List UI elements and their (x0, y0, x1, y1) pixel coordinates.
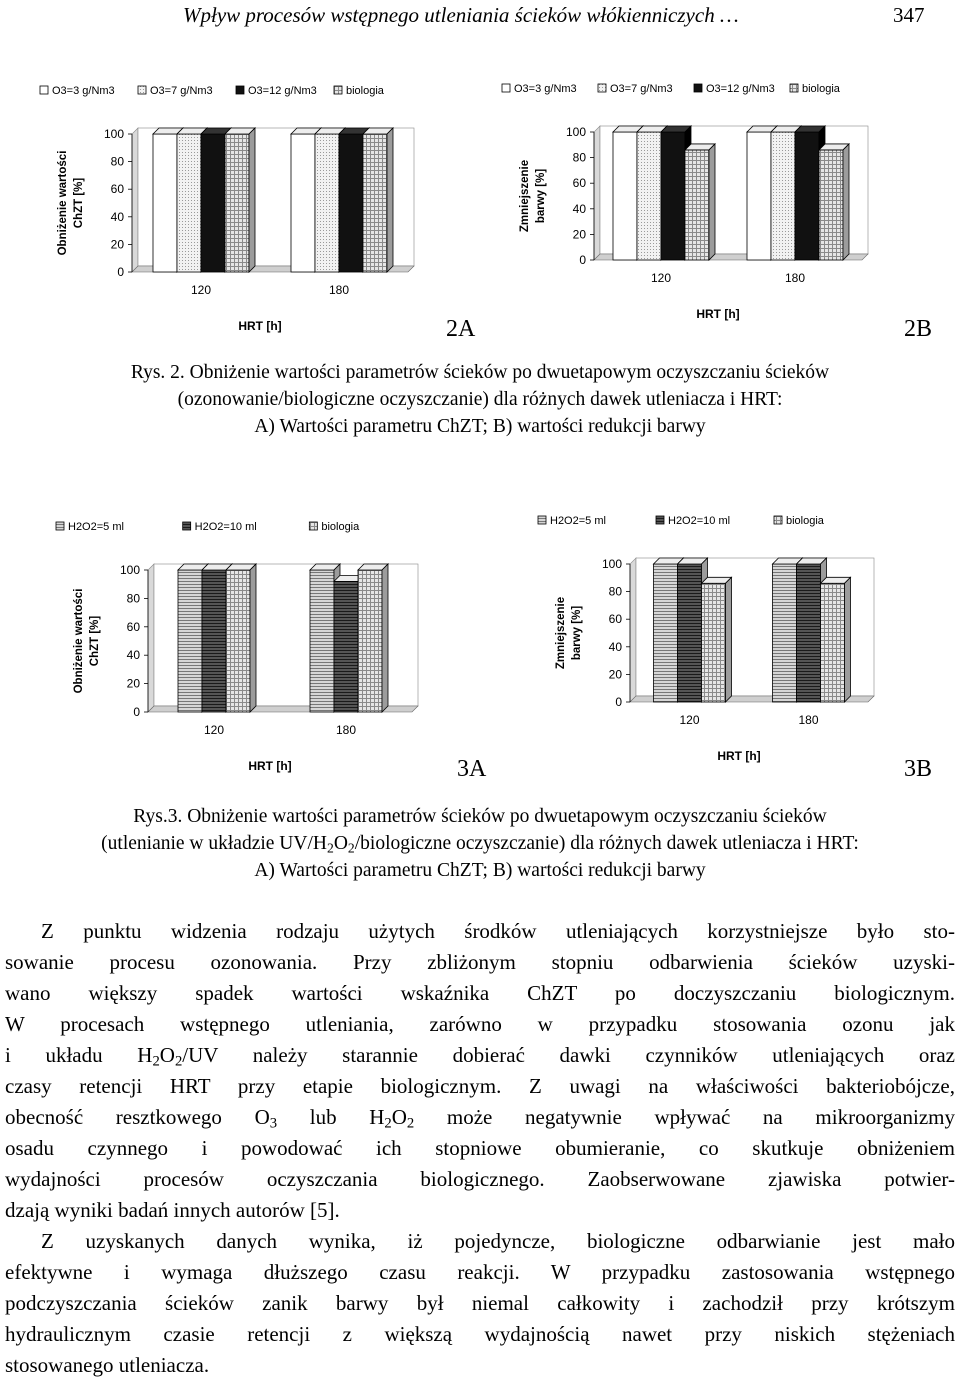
paragraph-line: obecność resztkowego $O_3$ lub $H_2O_2$ może negatywnie wpływać na mikroorganizmy (5, 1105, 955, 1132)
chart-3a-svg (38, 506, 458, 782)
bar-side (845, 577, 851, 702)
y-tick-label: 40 (572, 201, 586, 216)
legend-label: O3=7 g/Nm3 (150, 85, 213, 97)
paragraph-line: i układu $H_2O_2/UV$ należy starannie dobierać dawki czynników utleniających oraz (5, 1043, 955, 1070)
legend-swatch (694, 84, 702, 92)
legend-swatch (236, 86, 244, 94)
bar (654, 564, 678, 702)
x-tick-label: 120 (190, 283, 212, 297)
paragraph-line: Z uzyskanych danych wynika, iż pojedyncze, biologiczne odbarwianie jest mało (41, 1229, 955, 1253)
y-axis-label-line: ChZT [%] (73, 177, 85, 229)
bar (637, 132, 661, 260)
side-wall (594, 126, 600, 260)
bar (358, 570, 382, 712)
chart-2a (22, 70, 454, 342)
y-tick-label: 100 (565, 125, 586, 139)
chart-legend (538, 515, 825, 527)
page-number: 347 (893, 3, 925, 27)
y-axis-label-line: Obniżenie wartości (57, 150, 69, 256)
bar (797, 564, 821, 702)
bar (201, 134, 225, 272)
caption-line: Rys. 2. Obniżenie wartości parametrów ścieków po dwuetapowym oczyszczaniu ścieków (130, 362, 830, 383)
y-tick-label: 60 (572, 176, 586, 191)
side-wall (630, 558, 636, 702)
caption-line: A) Wartości parametru ChZT; B) wartości redukcji barwy (254, 860, 706, 881)
legend-label: biologia (321, 521, 360, 533)
caption-line: Rys.3. Obniżenie wartości parametrów ścieków po dwuetapowym oczyszczaniu ścieków (133, 806, 827, 827)
legend-swatch (656, 516, 664, 524)
y-tick-label: 40 (110, 209, 124, 224)
side-wall (132, 128, 138, 272)
bar-side (709, 144, 715, 260)
legend-swatch (309, 522, 317, 530)
caption-line: (ozonowanie/biologiczne oczyszczanie) dla różnych dawek utleniacza i HRT: (177, 389, 783, 410)
bar (202, 570, 226, 712)
y-tick-label: 80 (126, 591, 140, 606)
paragraph-line: stosowanego utleniacza. (5, 1353, 210, 1377)
y-tick-label: 0 (615, 695, 622, 709)
chart-legend (40, 85, 385, 97)
paragraph-line: wano większy spadek wartości wskaźnika ChZT po doczyszczaniu biologicznym. (5, 981, 955, 1005)
panel-tag-2b: 2B (904, 316, 933, 342)
legend-swatch (598, 84, 606, 92)
bar-side (249, 128, 255, 272)
legend-label: H2O2=10 ml (194, 521, 257, 533)
y-tick-label: 80 (608, 584, 622, 599)
y-tick-label: 60 (110, 182, 124, 197)
legend-label: H2O2=10 ml (668, 515, 731, 527)
legend-swatch (334, 86, 342, 94)
chart-2b (484, 68, 908, 330)
legend-label: biologia (802, 83, 840, 95)
chart-2b-svg (484, 68, 908, 330)
bar (315, 134, 339, 272)
y-tick-label: 20 (110, 237, 124, 252)
x-tick-label: 180 (328, 283, 350, 297)
bar (773, 564, 797, 702)
y-axis-label-line: barwy [%] (535, 168, 547, 224)
y-axis-label (519, 160, 547, 232)
legend-swatch (502, 84, 510, 92)
legend-swatch (56, 522, 64, 530)
x-tick-label: 120 (650, 271, 672, 285)
y-axis-label (73, 589, 101, 694)
bar-side (250, 564, 256, 712)
panel-tag-3a: 3A (457, 756, 487, 782)
chart-legend (56, 521, 360, 533)
bar (291, 134, 315, 272)
running-title: Wpływ procesów wstępnego utleniania ścieków włókienniczych … (183, 3, 739, 27)
paragraph-line: podczyszczania ścieków zanik barwy był niemal całkowity i zachodził przy krótszym (5, 1291, 955, 1315)
y-axis-label (57, 151, 85, 256)
bar-side (387, 128, 393, 272)
paragraph-line: wydajności procesów oczyszczania biologicznego. Zaobserwowane zjawiska potwier- (5, 1167, 955, 1191)
paragraph-line: W procesach wstępnego utleniania, zarówno w przypadku stosowania ozonu jak (5, 1012, 955, 1036)
figure-2-caption (0, 359, 960, 440)
bar (771, 132, 795, 260)
paragraph-line: sowanie procesu ozonowania. Przy zbliżonym stopniu odbarwienia ścieków uzyski- (5, 950, 955, 974)
y-tick-label: 100 (119, 563, 140, 577)
legend-label: O3=3 g/Nm3 (514, 83, 577, 95)
bar (226, 570, 250, 712)
legend-swatch (138, 86, 146, 94)
x-tick-label: 120 (203, 723, 225, 737)
bar (339, 134, 363, 272)
x-tick-label: 180 (798, 713, 819, 727)
y-axis-label-line: Obniżenie wartości (73, 588, 85, 694)
bar (334, 581, 358, 712)
y-tick-label: 40 (608, 639, 622, 654)
y-axis-label-line: ChZT [%] (89, 615, 101, 667)
chart-3b-svg (520, 500, 914, 772)
chart-2a-svg (22, 70, 454, 342)
bar (178, 570, 202, 712)
legend-label: O3=3 g/Nm3 (52, 85, 115, 97)
y-tick-label: 100 (601, 557, 622, 571)
y-axis-label-line: Zmniejszenie (555, 596, 567, 670)
panel-tag-2a: 2A (446, 316, 476, 342)
figure-3-caption (0, 803, 960, 884)
caption-line: (utlenianie w układzie $UV/H_2O_2$/biologiczne oczyszczanie) dla różnych dawek utleniacza i HRT: (101, 833, 859, 856)
legend-swatch (774, 516, 782, 524)
y-tick-label: 20 (608, 667, 622, 682)
y-axis-label-line: barwy [%] (571, 605, 583, 661)
paragraph-line: dzają wyniki badań innych autorów [5]. (5, 1198, 340, 1222)
y-tick-label: 80 (110, 154, 124, 169)
bar (225, 134, 249, 272)
bar (685, 150, 709, 260)
chart-legend (502, 83, 841, 95)
bar (661, 132, 685, 260)
paragraph-line: efektywne i wymaga dłuższego czasu reakcji. W przypadku zastosowania wstępnego (5, 1260, 955, 1284)
y-tick-label: 20 (572, 227, 586, 242)
side-wall (148, 564, 154, 712)
x-axis-label: HRT [h] (248, 759, 292, 773)
bar (363, 134, 387, 272)
chart-3b (520, 500, 914, 772)
bar (819, 150, 843, 260)
panel-tag-3b: 3B (904, 756, 933, 782)
bar-side (382, 564, 388, 712)
x-tick-label: 180 (784, 271, 806, 285)
legend-label: O3=7 g/Nm3 (610, 83, 673, 95)
legend-swatch (183, 522, 191, 530)
bar (153, 134, 177, 272)
y-axis-label (555, 597, 583, 669)
y-tick-label: 20 (126, 676, 140, 691)
bar (613, 132, 637, 260)
y-tick-label: 100 (103, 127, 124, 141)
x-axis-label: HRT [h] (238, 319, 282, 333)
paragraph-line: Z punktu widzenia rodzaju użytych środków utleniających korzystniejsze było sto- (41, 919, 955, 943)
bar (177, 134, 201, 272)
paragraph-line: czasy retencji HRT przy etapie biologicznym. Z uwagi na właściwości bakteriobójcze, (5, 1074, 955, 1098)
bar (702, 583, 726, 702)
bar (310, 570, 334, 712)
legend-label: O3=12 g/Nm3 (706, 83, 775, 95)
y-tick-label: 0 (579, 253, 586, 267)
legend-swatch (538, 516, 546, 524)
legend-swatch (790, 84, 798, 92)
legend-label: biologia (786, 515, 824, 527)
y-tick-label: 0 (117, 265, 124, 279)
legend-label: O3=12 g/Nm3 (248, 85, 317, 97)
running-header (0, 0, 960, 30)
bar (821, 583, 845, 702)
body-text (5, 916, 955, 1381)
y-tick-label: 0 (133, 705, 140, 719)
paragraph-line: hydraulicznym czasie retencji z większą wydajnością nawet przy niskich stężeniach (5, 1322, 955, 1346)
y-tick-label: 80 (572, 150, 586, 165)
y-tick-label: 60 (126, 619, 140, 634)
x-tick-label: 120 (679, 713, 700, 727)
bar (795, 132, 819, 260)
chart-3a (38, 506, 458, 782)
bar-side (726, 577, 732, 702)
y-axis-label-line: Zmniejszenie (519, 159, 531, 233)
legend-label: H2O2=5 ml (550, 515, 606, 527)
x-tick-label: 180 (335, 723, 357, 737)
caption-line: A) Wartości parametru ChZT; B) wartości redukcji barwy (254, 416, 706, 437)
bar (747, 132, 771, 260)
x-axis-label: HRT [h] (696, 307, 740, 321)
y-tick-label: 60 (608, 612, 622, 627)
paragraph-line: osadu czynnego i powodować ich stopniowe obumieranie, co skutkuje obniżeniem (5, 1136, 955, 1160)
bar-side (843, 144, 849, 260)
y-tick-label: 40 (126, 648, 140, 663)
legend-label: H2O2=5 ml (68, 521, 124, 533)
legend-swatch (40, 86, 48, 94)
bar (678, 564, 702, 702)
x-axis-label: HRT [h] (717, 749, 761, 763)
legend-label: biologia (346, 85, 384, 97)
